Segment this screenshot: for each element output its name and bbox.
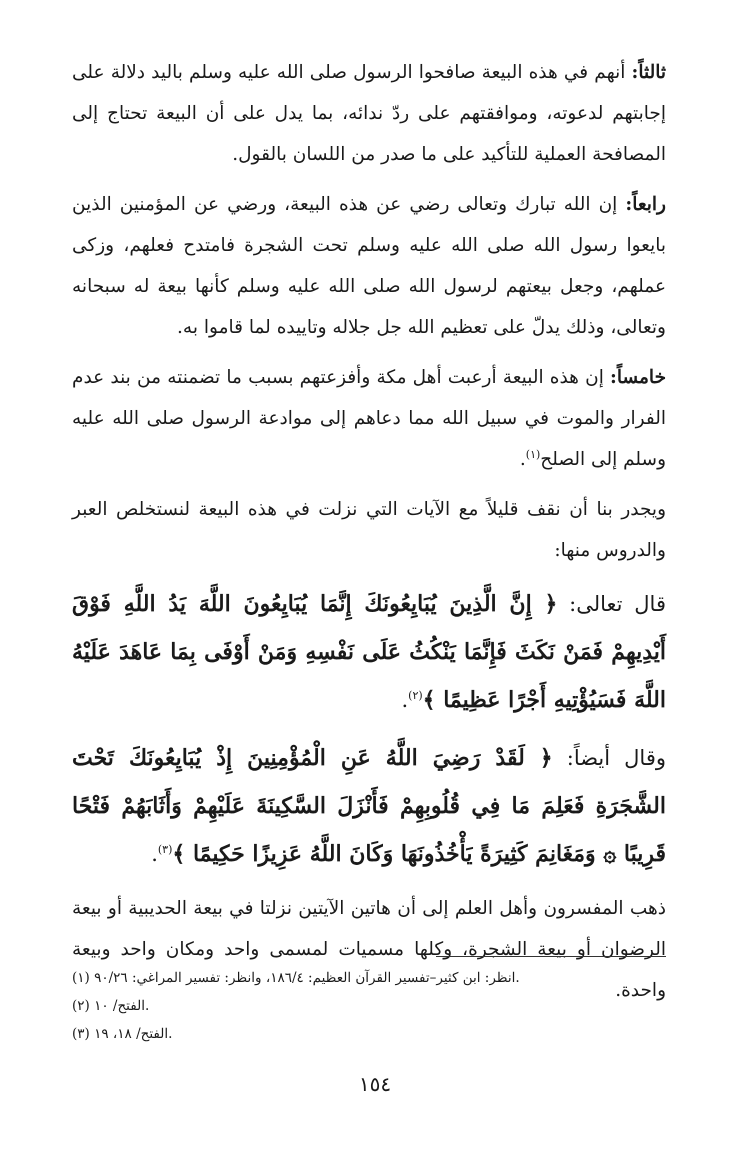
quote-end: . <box>401 688 409 712</box>
quote-intro: وقال أيضاً: <box>552 746 666 770</box>
quran-quote-2 <box>72 734 666 878</box>
footnote-ref: (٢) <box>408 689 423 702</box>
footnote-ref: (٣) <box>157 843 173 856</box>
point-label: رابعاً: <box>625 194 666 215</box>
paragraph-fifth <box>72 357 666 480</box>
paragraph-text: أنهم في هذه البيعة صافحوا الرسول صلى الله عليه وسلم باليد دلالة على إجابتهم لدعوته، وموافقتهم على ردّ ندائه، بما يدل على أن البيعة تحتاج إلى المصافحة العملية للتأكيد على ما صدر من اللسان بالقول. <box>72 62 666 165</box>
footnote-2: (٢) الفتح/ ١٠. <box>72 998 150 1014</box>
footnote-1: (١) انظر: ابن كثير–تفسير القرآن العظيم: ١٨٦/٤، وانظر: تفسير المراغي: ٩٠/٢٦. <box>72 970 520 986</box>
paragraph-text: إن هذه البيعة أرعبت أهل مكة وأفزعتهم بسبب ما تضمنته من بند عدم الفرار والموت في سبيل الله مما دعاهم إلى موادعة الرسول صلى الله عليه وسلم إلى الصلح <box>72 367 666 470</box>
quran-quote-1 <box>72 580 666 724</box>
quran-verse: ﴿ إِنَّ الَّذِينَ يُبَايِعُونَكَ إِنَّمَا يُبَايِعُونَ اللَّهَ يَدُ اللَّهِ فَوْقَ أَيْدِيهِمْ فَمَنْ نَكَثَ فَإِنَّمَا يَنْكُثُ عَلَى نَفْسِهِ وَمَنْ أَوْفَى بِمَا عَاهَدَ عَلَيْهُ اللَّهَ فَسَيُؤْتِيهِ أَجْرًا عَظِيمًا ﴾ <box>72 591 666 713</box>
footnote-separator <box>436 956 666 957</box>
point-label: ثالثاً: <box>631 62 666 83</box>
quran-verse: ﴿ لَقَدْ رَضِيَ اللَّهُ عَنِ الْمُؤْمِنِينَ إِذْ يُبَايِعُونَكَ تَحْتَ الشَّجَرَةِ فَعَلِمَ مَا فِي قُلُوبِهِمْ فَأَنْزَلَ السَّكِينَةَ عَلَيْهِمْ وَأَثَابَهُمْ فَتْحًا قَرِيبًا ۞ وَمَغَانِمَ كَثِيرَةً يَأْخُذُونَهَا وَكَانَ اللَّهُ عَزِيزًا حَكِيمًا ﴾ <box>72 745 666 867</box>
paragraph-fourth <box>72 184 666 348</box>
paragraph-text: ويجدر بنا أن نقف قليلاً مع الآيات التي نزلت في هذه البيعة لنستخلص العبر والدروس منها: <box>72 499 666 561</box>
footnote-3: (٣) الفتح/ ١٨، ١٩. <box>72 1026 173 1042</box>
paragraph-third <box>72 52 666 175</box>
point-label: خامساً: <box>610 367 666 388</box>
paragraph-text: إن الله تبارك وتعالى رضي عن هذه البيعة، ورضي عن المؤمنين الذين بايعوا رسول الله صلى الله عليه وسلم تحت الشجرة فامتدح فعلهم، وزكى عملهم، وجعل بيعتهم لرسول الله صلى الله عليه وسلم كأنها بيعة له سبحانه وتعالى، وذلك يدلّ على تعظيم الله جل جلاله وتاييده لما قاموا به. <box>72 194 666 338</box>
quote-intro: قال تعالى: <box>557 592 666 616</box>
footnote-ref: (١) <box>525 447 541 461</box>
page-number: ١٥٤ <box>358 1072 392 1096</box>
paragraph-intro-verses <box>72 489 666 571</box>
paragraph-end: . <box>519 449 526 470</box>
footnotes <box>72 964 666 1048</box>
quote-end: . <box>151 842 158 866</box>
paragraph-text: ذهب المفسرون وأهل العلم إلى أن هاتين الآيتين نزلتا في بيعة الحديبية أو بيعة الرضوان أو بيعة الشجرة، وكلها مسميات لمسمى واحد ومكان واحد وبيعة واحدة. <box>72 898 666 1001</box>
